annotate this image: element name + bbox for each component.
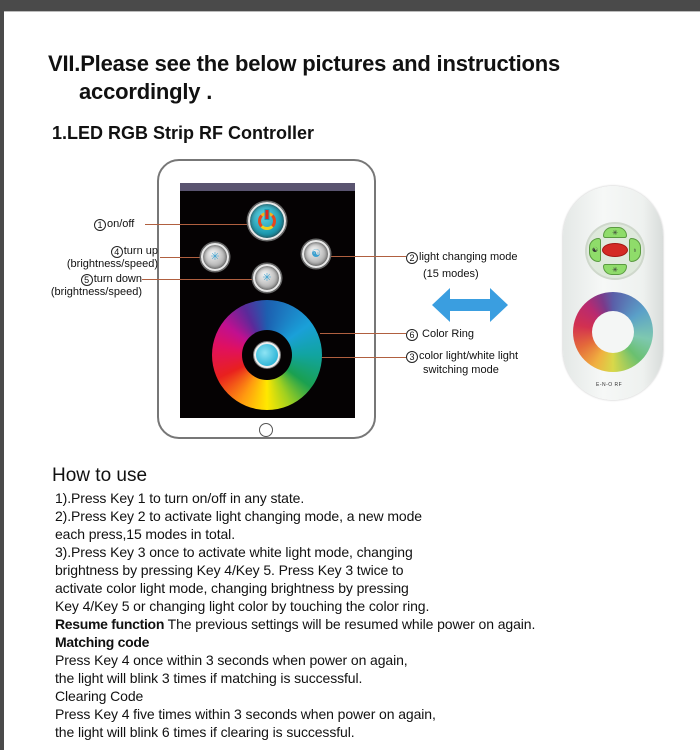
remote-color-ring-hole <box>592 311 634 353</box>
leader-line-key4 <box>160 257 202 258</box>
label-key6: 6 Color Ring <box>406 328 474 341</box>
matching-line: Press Key 4 once within 3 seconds when power on again, <box>55 652 408 668</box>
remote-key-up: ✳ <box>603 227 627 238</box>
section-title-line2: accordingly . <box>79 79 213 104</box>
brightness-up-icon: ✳ <box>210 250 220 263</box>
screen-status-strip <box>180 183 355 191</box>
leader-line-key6 <box>320 333 406 334</box>
matching-code-heading: Matching code <box>55 634 150 650</box>
leader-line-key2 <box>330 256 406 257</box>
label-key5: 5 turn down (brightness/speed) <box>50 273 142 298</box>
howto-line: each press,15 modes in total. <box>55 526 235 542</box>
resume-label: Resume function <box>55 616 165 632</box>
leader-line-key1 <box>145 224 249 225</box>
howto-body <box>55 489 675 741</box>
subtitle: 1.LED RGB Strip RF Controller <box>52 123 315 143</box>
brightness-down-icon: ✳ <box>262 271 272 284</box>
turn-down-button <box>253 264 281 292</box>
howto-line: activate color light mode, changing brightness by pressing <box>55 580 409 596</box>
double-arrow-icon <box>432 288 508 322</box>
howto-line: 1).Press Key 1 to turn on/off in any state. <box>55 490 305 506</box>
remote-key-mode: ☯ <box>589 238 601 262</box>
matching-line: the light will blink 3 times if matching is successful. <box>55 670 363 686</box>
remote-brand-label: E-N-O RF <box>596 382 623 388</box>
howto-title: How to use <box>52 465 148 486</box>
color-white-switch-button <box>254 342 280 368</box>
howto-line: brightness by pressing Key 4/Key 5. Press Key 3 twice to <box>55 562 404 578</box>
clearing-code-heading: Clearing Code <box>55 688 144 704</box>
remote-key-light: ♁ <box>629 238 641 262</box>
top-bar <box>0 0 700 12</box>
remote-key-down: ✳ <box>603 264 627 275</box>
power-icon <box>258 212 276 230</box>
mode-icon: ☯ <box>311 247 321 260</box>
label-key4: 4 turn up (brightness/speed) <box>66 245 158 270</box>
turn-up-button <box>201 243 229 271</box>
resume-function: Resume function The previous settings will be resumed while power on again. <box>55 616 536 632</box>
section-title-line1: VII.Please see the below pictures and instructions <box>48 51 561 76</box>
tablet-home-button <box>259 423 273 437</box>
label-key2: 2 light changing mode (15 modes) <box>406 251 517 280</box>
clearing-line: the light will blink 6 times if clearing is successful. <box>55 724 355 740</box>
leader-line-key5 <box>142 279 254 280</box>
left-border <box>0 0 4 750</box>
label-key1: 1 on/off <box>94 218 134 231</box>
power-button <box>248 202 286 240</box>
howto-line: 3).Press Key 3 once to activate white light mode, changing <box>55 544 413 560</box>
section-title <box>48 50 560 106</box>
label-key3: 3 color light/white light switching mode <box>406 350 518 376</box>
howto-line: Key 4/Key 5 or changing light color by touching the color ring. <box>55 598 430 614</box>
howto-line: 2).Press Key 2 to activate light changing mode, a new mode <box>55 508 422 524</box>
clearing-line: Press Key 4 five times within 3 seconds when power on again, <box>55 706 436 722</box>
mode-button <box>302 240 330 268</box>
remote-key-power <box>602 243 628 257</box>
